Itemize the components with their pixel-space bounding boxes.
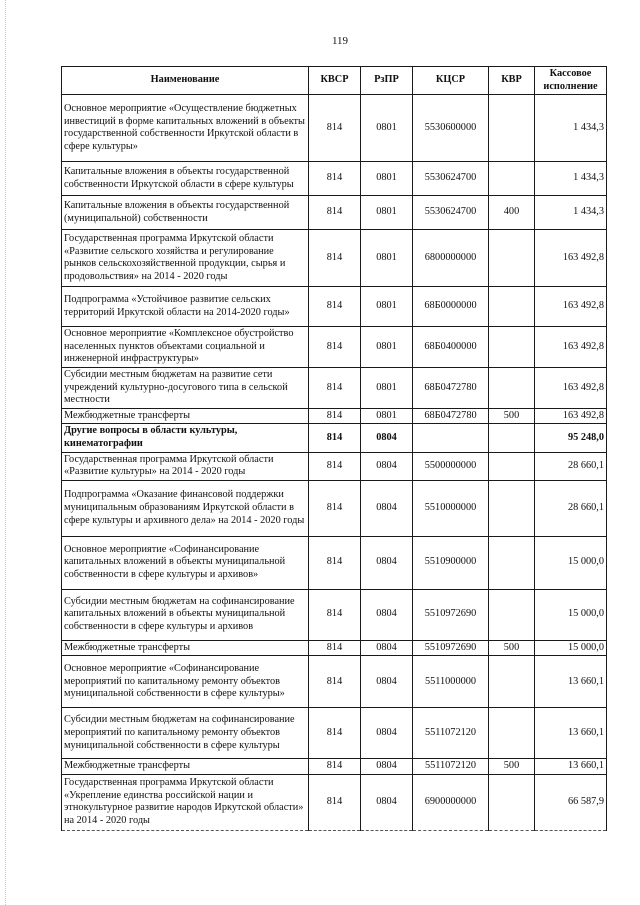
cell-kcsr: 68Б0400000 — [413, 327, 489, 368]
cell-kvr — [489, 367, 535, 408]
cell-name: Другие вопросы в области культуры, кинематографии — [62, 424, 309, 452]
cell-name: Субсидии местным бюджетам на софинансирование мероприятий по капитальному ремонту объектов муниципальной собственности в сфере культуры — [62, 708, 309, 759]
cell-kcsr: 5530624700 — [413, 162, 489, 196]
cell-rzpr: 0804 — [361, 589, 413, 640]
table-row — [62, 656, 607, 708]
cell-rzpr: 0804 — [361, 656, 413, 708]
cell-kvsr: 814 — [309, 708, 361, 759]
header-kcsr: КЦСР — [413, 67, 489, 95]
table-row — [62, 708, 607, 759]
table-row — [62, 589, 607, 640]
cell-amount: 163 492,8 — [535, 327, 607, 368]
cell-name: Подпрограмма «Оказание финансовой поддержки муниципальным образованиям Иркутской области в сфере культуры и архивного дела» на 2014 - 2020 годы — [62, 480, 309, 536]
cell-name: Государственная программа Иркутской области «Развитие культуры» на 2014 - 2020 годы — [62, 452, 309, 480]
cell-kcsr: 5510000000 — [413, 480, 489, 536]
cell-rzpr: 0801 — [361, 367, 413, 408]
table-row — [62, 367, 607, 408]
cell-kcsr: 68Б0472780 — [413, 367, 489, 408]
cell-amount: 163 492,8 — [535, 408, 607, 424]
cell-amount: 13 660,1 — [535, 708, 607, 759]
cell-kcsr: 6800000000 — [413, 230, 489, 287]
cell-kcsr: 5511072120 — [413, 708, 489, 759]
cell-kvsr: 814 — [309, 536, 361, 589]
cell-kvsr: 814 — [309, 230, 361, 287]
cell-amount: 95 248,0 — [535, 424, 607, 452]
cell-kvr — [489, 424, 535, 452]
cell-name: Межбюджетные трансферты — [62, 640, 309, 656]
header-kvsr: КВСР — [309, 67, 361, 95]
cell-kvsr: 814 — [309, 452, 361, 480]
cell-kvsr: 814 — [309, 367, 361, 408]
table-row — [62, 536, 607, 589]
cell-rzpr: 0804 — [361, 708, 413, 759]
cell-name: Межбюджетные трансферты — [62, 408, 309, 424]
cell-name: Субсидии местным бюджетам на софинансирование капитальных вложений в объекты муниципальной собственности в сфере культуры и архивов — [62, 589, 309, 640]
table-row — [62, 162, 607, 196]
header-amount: Кассовое исполнение — [535, 67, 607, 95]
cell-kvsr: 814 — [309, 408, 361, 424]
cell-name: Субсидии местным бюджетам на развитие сети учреждений культурно-досугового типа в сельской местности — [62, 367, 309, 408]
cell-kvr — [489, 480, 535, 536]
table-row — [62, 196, 607, 230]
cell-kcsr: 6900000000 — [413, 774, 489, 830]
cell-kvsr: 814 — [309, 759, 361, 775]
cell-kcsr: 5510972690 — [413, 640, 489, 656]
cell-kvsr: 814 — [309, 327, 361, 368]
cell-kvr — [489, 656, 535, 708]
cell-name: Основное мероприятие «Софинансирование капитальных вложений в объекты муниципальной собственности в сфере культуры и архивов» — [62, 536, 309, 589]
cell-amount: 1 434,3 — [535, 162, 607, 196]
cell-kvsr: 814 — [309, 287, 361, 327]
cell-rzpr: 0804 — [361, 424, 413, 452]
cell-amount: 13 660,1 — [535, 759, 607, 775]
cell-kcsr — [413, 424, 489, 452]
cell-kcsr: 5511072120 — [413, 759, 489, 775]
cell-kvr — [489, 162, 535, 196]
cell-rzpr: 0804 — [361, 536, 413, 589]
cell-kcsr: 68Б0472780 — [413, 408, 489, 424]
cell-rzpr: 0804 — [361, 774, 413, 830]
table-row — [62, 480, 607, 536]
cell-amount: 15 000,0 — [535, 589, 607, 640]
cell-rzpr: 0804 — [361, 759, 413, 775]
table-row — [62, 774, 607, 830]
cell-name: Подпрограмма «Устойчивое развитие сельских территорий Иркутской области на 2014-2020 годы» — [62, 287, 309, 327]
cell-kvsr: 814 — [309, 95, 361, 162]
table-row — [62, 95, 607, 162]
table-row — [62, 327, 607, 368]
cell-rzpr: 0804 — [361, 640, 413, 656]
cell-kvsr: 814 — [309, 774, 361, 830]
table-row — [62, 759, 607, 775]
cell-amount: 163 492,8 — [535, 230, 607, 287]
cell-kcsr: 5530624700 — [413, 196, 489, 230]
cell-rzpr: 0801 — [361, 95, 413, 162]
cell-kcsr: 5510972690 — [413, 589, 489, 640]
cell-name: Основное мероприятие «Софинансирование мероприятий по капитальному ремонту объектов муниципальной собственности в сфере культуры» — [62, 656, 309, 708]
cell-kcsr: 5530600000 — [413, 95, 489, 162]
cell-rzpr: 0801 — [361, 327, 413, 368]
cell-name: Основное мероприятие «Осуществление бюджетных инвестиций в форме капитальных вложений в объекты государственной собственности Иркутской области в сфере культуры» — [62, 95, 309, 162]
cell-amount: 15 000,0 — [535, 640, 607, 656]
scan-edge-line — [5, 0, 6, 905]
cell-name: Государственная программа Иркутской области «Укрепление единства российской нации и этнокультурное развитие народов Иркутской области» на 2014 - 2020 годы — [62, 774, 309, 830]
cell-kvr: 500 — [489, 640, 535, 656]
page-number: 119 — [331, 35, 349, 47]
cell-kvsr: 814 — [309, 162, 361, 196]
cell-rzpr: 0804 — [361, 452, 413, 480]
cell-amount: 15 000,0 — [535, 536, 607, 589]
table-header-row — [62, 67, 607, 95]
cell-name: Государственная программа Иркутской области «Развитие сельского хозяйства и регулирование рынков сельскохозяйственной продукции, сырья и продовольствия» на 2014 - 2020 годы — [62, 230, 309, 287]
cell-amount: 28 660,1 — [535, 480, 607, 536]
table-row — [62, 408, 607, 424]
cell-kvr: 400 — [489, 196, 535, 230]
cell-name: Капитальные вложения в объекты государственной (муниципальной) собственности — [62, 196, 309, 230]
cell-name: Капитальные вложения в объекты государственной собственности Иркутской области в сфере культуры — [62, 162, 309, 196]
table-row — [62, 640, 607, 656]
cell-rzpr: 0801 — [361, 408, 413, 424]
cell-amount: 13 660,1 — [535, 656, 607, 708]
cell-rzpr: 0801 — [361, 287, 413, 327]
cell-kcsr: 68Б0000000 — [413, 287, 489, 327]
table-row — [62, 452, 607, 480]
budget-table — [61, 66, 607, 831]
header-rzpr: РзПР — [361, 67, 413, 95]
cell-amount: 1 434,3 — [535, 95, 607, 162]
cell-name: Межбюджетные трансферты — [62, 759, 309, 775]
cell-amount: 28 660,1 — [535, 452, 607, 480]
cell-kvr — [489, 708, 535, 759]
cell-kvr — [489, 452, 535, 480]
cell-kvr — [489, 95, 535, 162]
cell-kvsr: 814 — [309, 424, 361, 452]
cell-kcsr: 5500000000 — [413, 452, 489, 480]
cell-rzpr: 0801 — [361, 196, 413, 230]
cell-rzpr: 0804 — [361, 480, 413, 536]
header-name: Наименование — [62, 67, 309, 95]
cell-kvsr: 814 — [309, 656, 361, 708]
cell-kcsr: 5511000000 — [413, 656, 489, 708]
cell-kvr — [489, 287, 535, 327]
cell-kvr — [489, 589, 535, 640]
cell-amount: 163 492,8 — [535, 287, 607, 327]
table-row — [62, 230, 607, 287]
cell-kvr — [489, 230, 535, 287]
cell-rzpr: 0801 — [361, 230, 413, 287]
cell-kcsr: 5510900000 — [413, 536, 489, 589]
cell-kvsr: 814 — [309, 196, 361, 230]
table-row — [62, 424, 607, 452]
cell-amount: 163 492,8 — [535, 367, 607, 408]
cell-kvsr: 814 — [309, 480, 361, 536]
cell-amount: 66 587,9 — [535, 774, 607, 830]
header-kvr: КВР — [489, 67, 535, 95]
cell-kvr — [489, 536, 535, 589]
cell-kvr: 500 — [489, 759, 535, 775]
cell-kvsr: 814 — [309, 589, 361, 640]
cell-kvr — [489, 327, 535, 368]
table-row — [62, 287, 607, 327]
cell-kvsr: 814 — [309, 640, 361, 656]
cell-name: Основное мероприятие «Комплексное обустройство населенных пунктов объектами социальной и инженерной инфраструктуры» — [62, 327, 309, 368]
cell-kvr: 500 — [489, 408, 535, 424]
cell-rzpr: 0801 — [361, 162, 413, 196]
cell-kvr — [489, 774, 535, 830]
cell-amount: 1 434,3 — [535, 196, 607, 230]
